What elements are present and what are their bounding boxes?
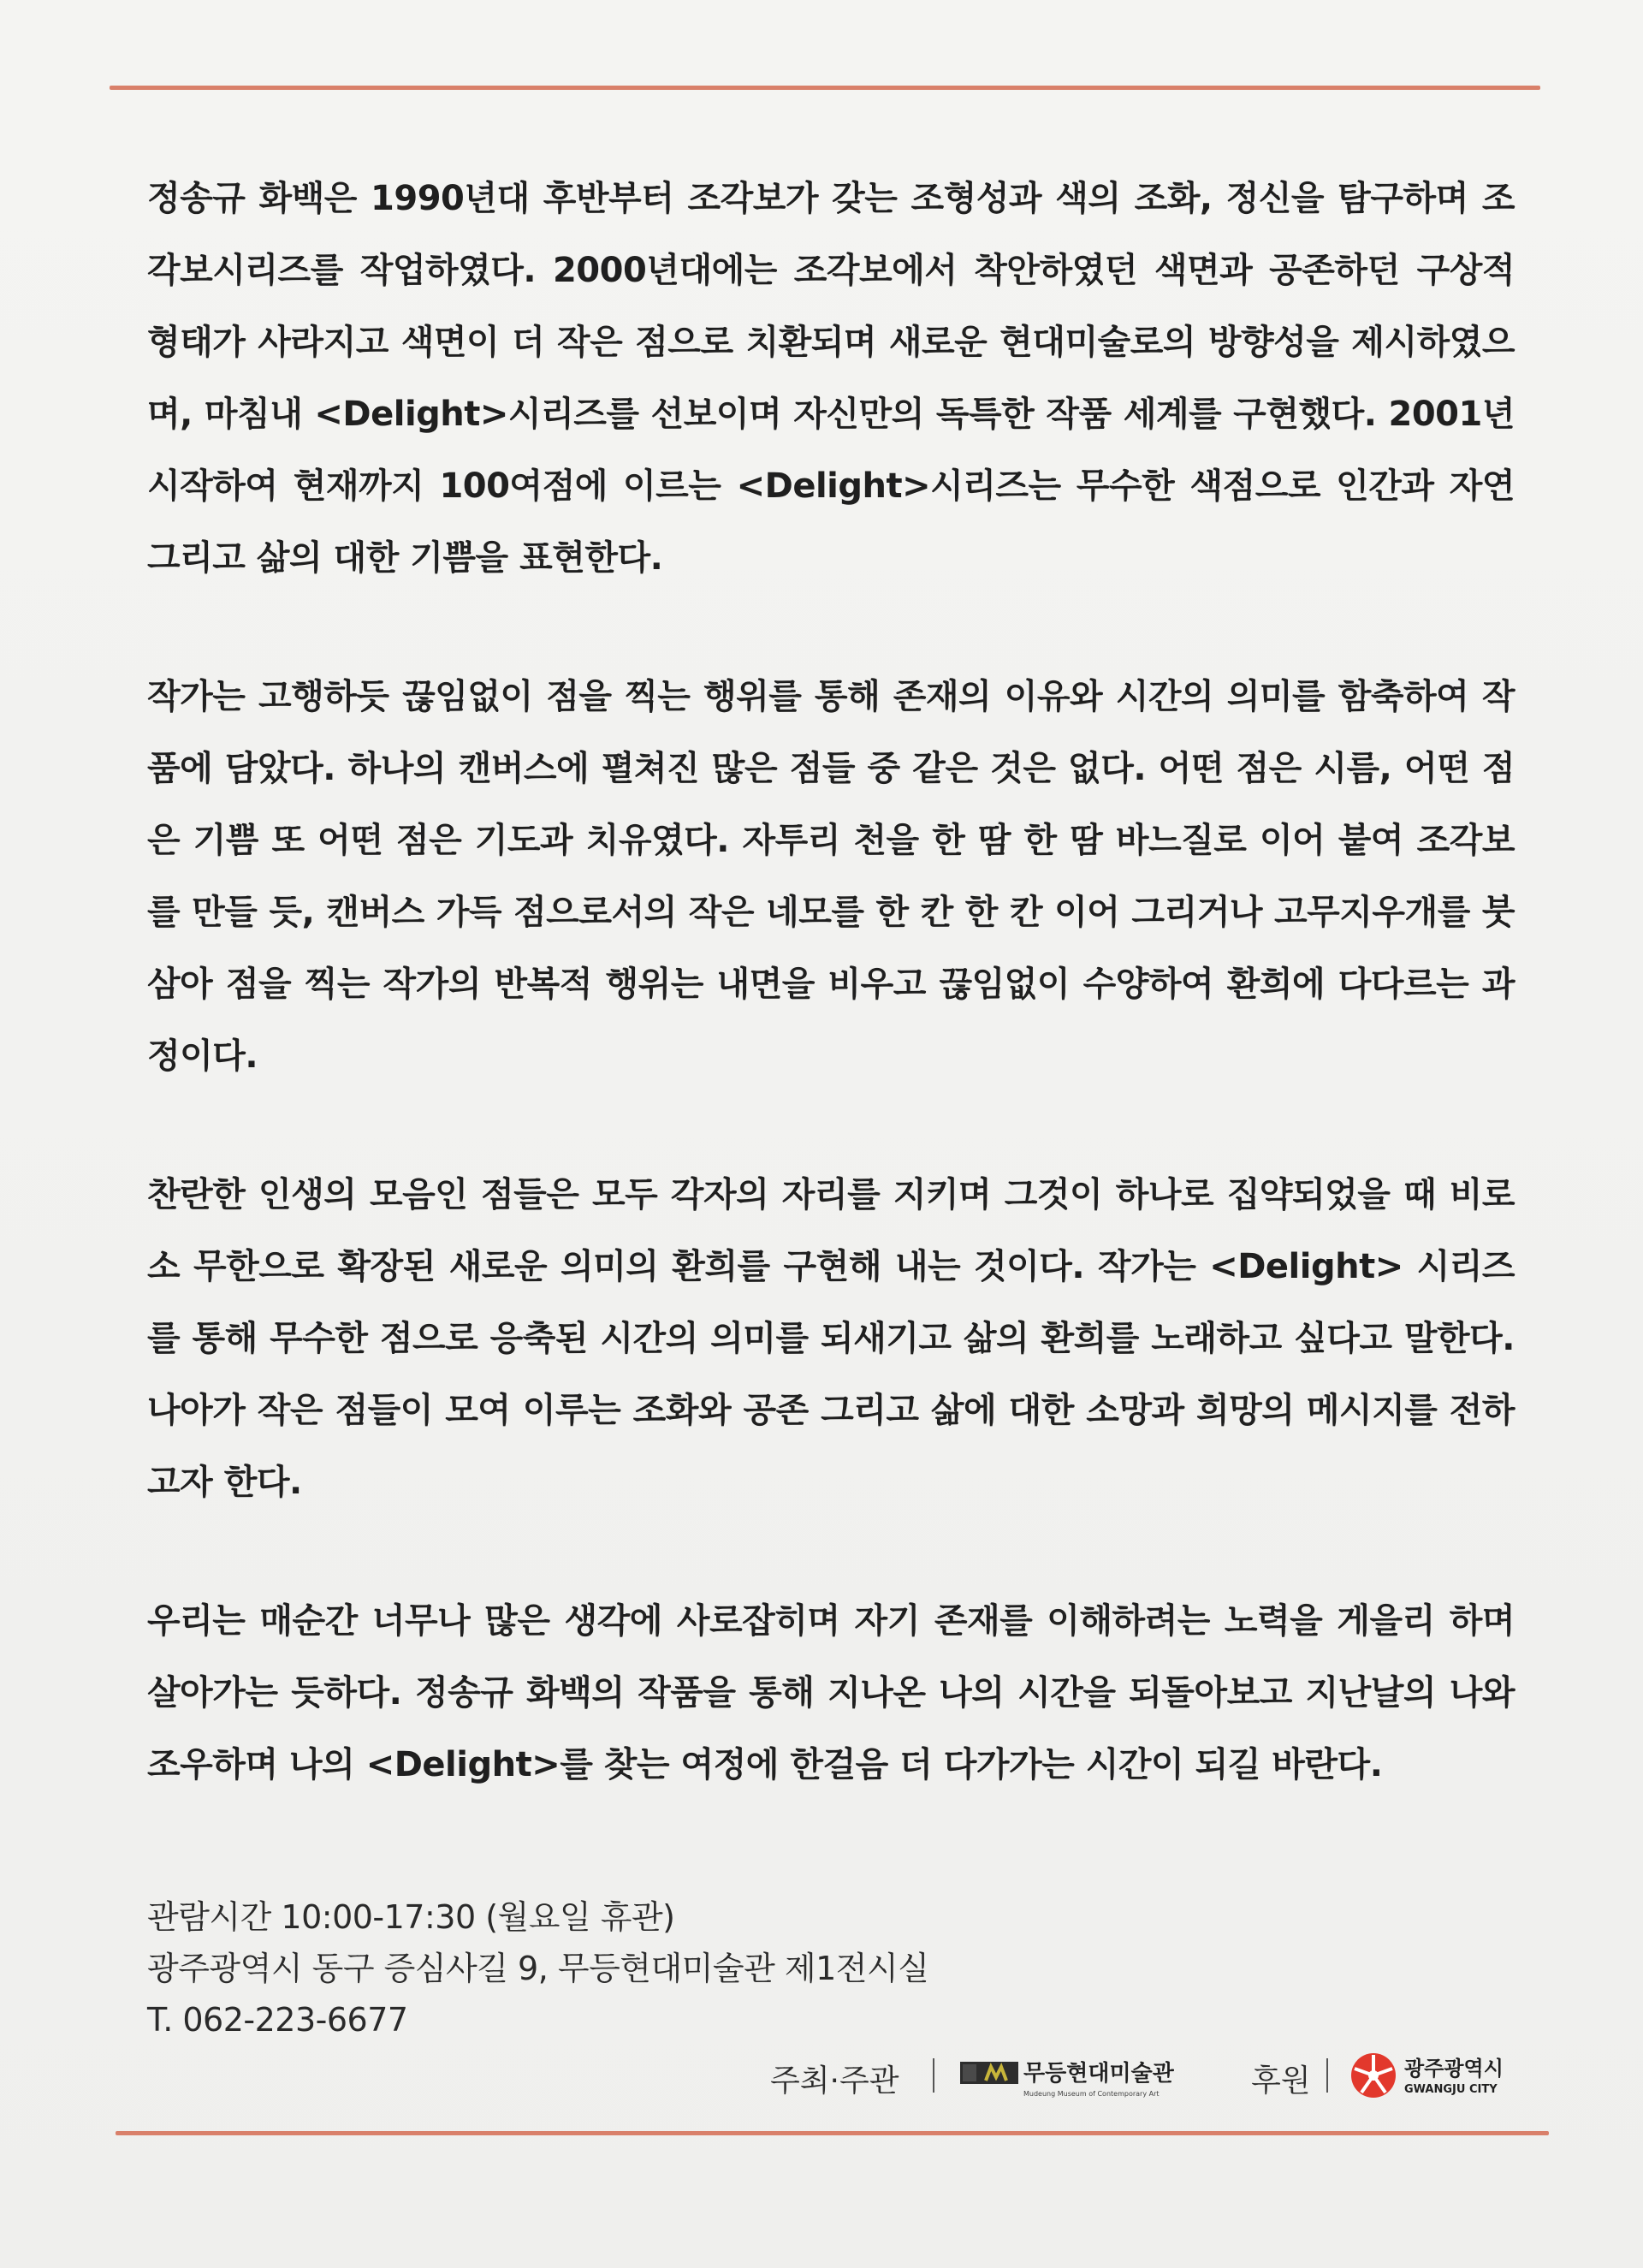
gwangju-city-name: 광주광역시 (1404, 2057, 1504, 2081)
mudeung-museum-name-en: Mudeung Museum of Contemporary Art (1023, 2090, 1160, 2098)
paragraph-4: 우리는 매순간 너무나 많은 생각에 사로잡히며 자기 존재를 이해하려는 노력을 게을리 하며 살아가는 듯하다. 정송규 화백의 작품을 통해 지나온 나의 시간을 되돌아보고 지난날의 나와 조우하며 나의 <Delight>를 찾는 여정에 한걸음 더 다가가는 시간이 되길 바란다. (147, 1601, 1515, 1784)
mudeung-museum-name: 무등현대미술관 (1023, 2061, 1174, 2087)
visitor-info (147, 1891, 1003, 2045)
gwangju-city-name-en: GWANGJU CITY (1404, 2083, 1498, 2096)
organizer-separator (933, 2058, 934, 2093)
organizer-label: 주최·주관 (770, 2063, 899, 2099)
body-text (147, 163, 1515, 1801)
mudeung-museum-logo (960, 2053, 1174, 2103)
phone-number: T. 062-223-6677 (147, 2001, 408, 2039)
supporter-separator (1326, 2058, 1328, 2093)
opening-hours: 관람시간 10:00-17:30 (월요일 휴관) (147, 1898, 675, 1936)
paragraph-1: 정송규 화백은 1990년대 후반부터 조각보가 갖는 조형성과 색의 조화, 정신을 탐구하며 조각보시리즈를 작업하였다. 2000년대에는 조각보에서 착안하였던 색면과 공존하던 구상적 형태가 사라지고 색면이 더 작은 점으로 치환되며 새로운 현대미술로의 방향성을 제시하였으며, 마침내 <Delight>시리즈를 선보이며 자신만의 독특한 작품 세계를 구현했다. 2001년 시작하여 현재까지 100여점에 이르는 <Delight>시리즈는 무수한 색점으로 인간과 자연 그리고 삶의 대한 기쁨을 표현한다. (147, 179, 1515, 578)
gwangju-city-logo (1348, 2050, 1527, 2103)
address: 광주광역시 동구 증심사길 9, 무등현대미술관 제1전시실 (147, 1950, 929, 1987)
paragraph-2: 작가는 고행하듯 끊임없이 점을 찍는 행위를 통해 존재의 이유와 시간의 의미를 함축하여 작품에 담았다. 하나의 캔버스에 펼쳐진 많은 점들 중 같은 것은 없다. 어떤 점은 시름, 어떤 점은 기쁨 또 어떤 점은 기도과 치유였다. 자투리 천을 한 땀 한 땀 바느질로 이어 붙여 조각보를 만들 듯, 캔버스 가득 점으로서의 작은 네모를 한 칸 한 칸 이어 그리거나 고무지우개를 붓 삼아 점을 찍는 작가의 반복적 행위는 내면을 비우고 끊임없이 수양하여 환희에 다다르는 과정이다. (147, 677, 1515, 1076)
top-divider-line (110, 86, 1540, 90)
sponsor-bar (770, 2050, 1523, 2110)
paragraph-3: 찬란한 인생의 모음인 점들은 모두 각자의 자리를 지키며 그것이 하나로 집약되었을 때 비로소 무한으로 확장된 새로운 의미의 환희를 구현해 내는 것이다. 작가는 <Delight> 시리즈를 통해 무수한 점으로 응축된 시간의 의미를 되새기고 삶의 환희를 노래하고 싶다고 말한다. 나아가 작은 점들이 모여 이루는 조화와 공존 그리고 삶에 대한 소망과 희망의 메시지를 전하고자 한다. (147, 1175, 1515, 1502)
bottom-divider-line (116, 2131, 1549, 2135)
supporter-label: 후원 (1251, 2063, 1311, 2099)
